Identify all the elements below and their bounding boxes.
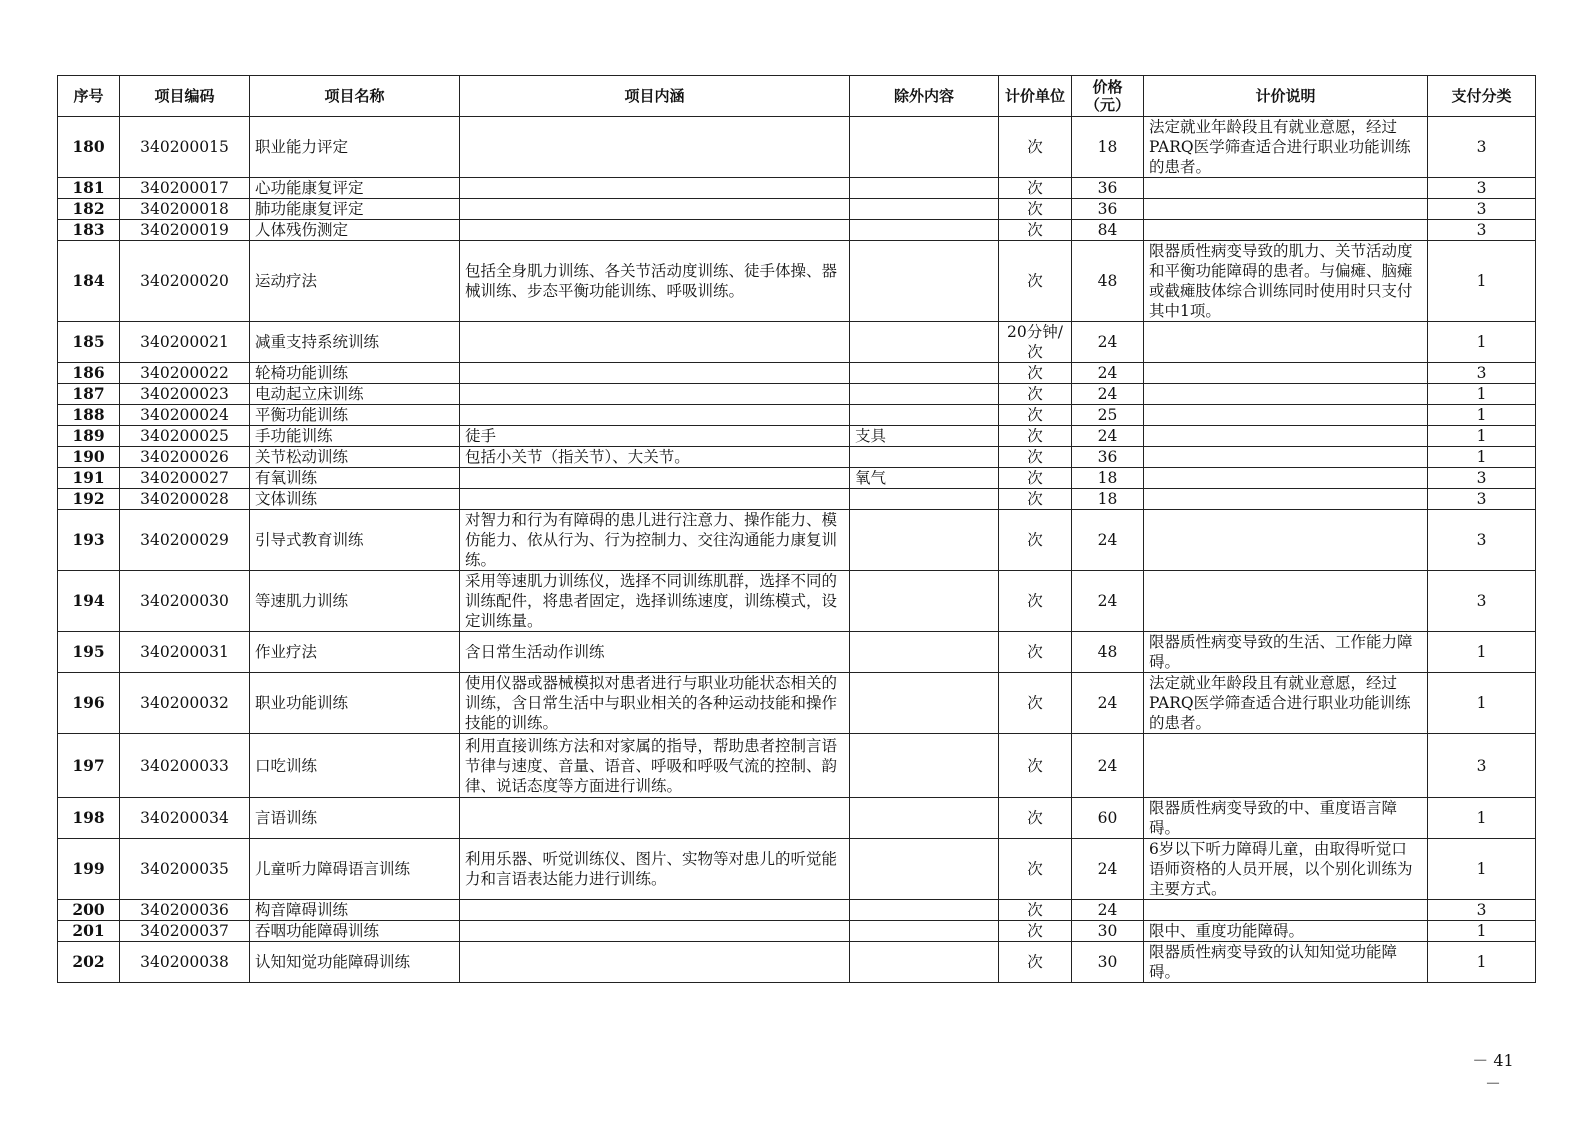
cell-content: 包括全身肌力训练、各关节活动度训练、徒手体操、器械训练、步态平衡功能训练、呼吸训练。 xyxy=(460,241,850,322)
cell-unit: 次 xyxy=(999,734,1072,798)
cell-category: 1 xyxy=(1428,405,1536,426)
cell-category: 3 xyxy=(1428,489,1536,510)
cell-seq: 183 xyxy=(58,220,120,241)
cell-name: 儿童听力障碍语言训练 xyxy=(250,839,460,900)
cell-description xyxy=(1144,489,1428,510)
header-price: 价格（元） xyxy=(1072,76,1144,117)
cell-exclusion xyxy=(850,178,999,199)
cell-exclusion xyxy=(850,921,999,942)
cell-description xyxy=(1144,571,1428,632)
cell-seq: 182 xyxy=(58,199,120,220)
cell-name: 肺功能康复评定 xyxy=(250,199,460,220)
cell-code: 340200035 xyxy=(120,839,250,900)
cell-description xyxy=(1144,900,1428,921)
cell-unit: 次 xyxy=(999,178,1072,199)
cell-content: 徒手 xyxy=(460,426,850,447)
cell-unit: 20分钟/次 xyxy=(999,322,1072,363)
cell-code: 340200027 xyxy=(120,468,250,489)
cell-unit: 次 xyxy=(999,510,1072,571)
cell-category: 3 xyxy=(1428,363,1536,384)
cell-code: 340200020 xyxy=(120,241,250,322)
cell-exclusion xyxy=(850,734,999,798)
cell-content xyxy=(460,489,850,510)
cell-description: 限器质性病变导致的肌力、关节活动度和平衡功能障碍的患者。与偏瘫、脑瘫或截瘫肢体综合训练同时使用时只支付其中1项。 xyxy=(1144,241,1428,322)
cell-price: 18 xyxy=(1072,468,1144,489)
cell-exclusion: 氧气 xyxy=(850,468,999,489)
cell-code: 340200036 xyxy=(120,900,250,921)
cell-description xyxy=(1144,199,1428,220)
cell-price: 24 xyxy=(1072,363,1144,384)
cell-price: 24 xyxy=(1072,426,1144,447)
cell-name: 轮椅功能训练 xyxy=(250,363,460,384)
cell-name: 心功能康复评定 xyxy=(250,178,460,199)
cell-content: 利用直接训练方法和对家属的指导，帮助患者控制言语节律与速度、音量、语音、呼吸和呼吸气流的控制、韵律、说话态度等方面进行训练。 xyxy=(460,734,850,798)
cell-seq: 201 xyxy=(58,921,120,942)
cell-unit: 次 xyxy=(999,489,1072,510)
cell-price: 48 xyxy=(1072,241,1144,322)
cell-code: 340200038 xyxy=(120,942,250,983)
cell-description xyxy=(1144,468,1428,489)
cell-unit: 次 xyxy=(999,220,1072,241)
cell-unit: 次 xyxy=(999,384,1072,405)
cell-category: 3 xyxy=(1428,734,1536,798)
table-row xyxy=(58,942,1536,983)
cell-unit: 次 xyxy=(999,942,1072,983)
cell-content: 使用仪器或器械模拟对患者进行与职业功能状态相关的训练，含日常生活中与职业相关的各种运动技能和操作技能的训练。 xyxy=(460,673,850,734)
cell-content xyxy=(460,798,850,839)
cell-content xyxy=(460,199,850,220)
cell-code: 340200033 xyxy=(120,734,250,798)
cell-seq: 192 xyxy=(58,489,120,510)
cell-code: 340200032 xyxy=(120,673,250,734)
table-row xyxy=(58,489,1536,510)
table-row xyxy=(58,426,1536,447)
cell-unit: 次 xyxy=(999,632,1072,673)
cell-description xyxy=(1144,178,1428,199)
cell-category: 1 xyxy=(1428,322,1536,363)
document-sheet xyxy=(57,75,1535,983)
cell-price: 24 xyxy=(1072,839,1144,900)
cell-name: 减重支持系统训练 xyxy=(250,322,460,363)
cell-price: 30 xyxy=(1072,942,1144,983)
cell-category: 1 xyxy=(1428,839,1536,900)
cell-exclusion xyxy=(850,117,999,178)
cell-name: 职业功能训练 xyxy=(250,673,460,734)
cell-exclusion xyxy=(850,489,999,510)
cell-price: 36 xyxy=(1072,447,1144,468)
cell-description xyxy=(1144,220,1428,241)
cell-description: 限器质性病变导致的生活、工作能力障碍。 xyxy=(1144,632,1428,673)
cell-name: 关节松动训练 xyxy=(250,447,460,468)
cell-content xyxy=(460,405,850,426)
cell-code: 340200018 xyxy=(120,199,250,220)
cell-exclusion xyxy=(850,322,999,363)
cell-name: 有氧训练 xyxy=(250,468,460,489)
cell-description: 法定就业年龄段且有就业意愿，经过PARQ医学筛查适合进行职业功能训练的患者。 xyxy=(1144,673,1428,734)
cell-price: 36 xyxy=(1072,178,1144,199)
cell-category: 3 xyxy=(1428,220,1536,241)
cell-unit: 次 xyxy=(999,921,1072,942)
cell-category: 1 xyxy=(1428,384,1536,405)
cell-price: 24 xyxy=(1072,384,1144,405)
cell-name: 认知知觉功能障碍训练 xyxy=(250,942,460,983)
table-row xyxy=(58,384,1536,405)
cell-category: 1 xyxy=(1428,241,1536,322)
table-row xyxy=(58,178,1536,199)
cell-code: 340200023 xyxy=(120,384,250,405)
cell-unit: 次 xyxy=(999,241,1072,322)
cell-category: 1 xyxy=(1428,632,1536,673)
header-description: 计价说明 xyxy=(1144,76,1428,117)
cell-unit: 次 xyxy=(999,199,1072,220)
cell-seq: 187 xyxy=(58,384,120,405)
cell-code: 340200015 xyxy=(120,117,250,178)
table-row xyxy=(58,220,1536,241)
cell-unit: 次 xyxy=(999,426,1072,447)
cell-description xyxy=(1144,447,1428,468)
cell-unit: 次 xyxy=(999,673,1072,734)
cell-name: 等速肌力训练 xyxy=(250,571,460,632)
cell-price: 24 xyxy=(1072,571,1144,632)
table-row xyxy=(58,921,1536,942)
cell-content xyxy=(460,468,850,489)
header-category: 支付分类 xyxy=(1428,76,1536,117)
page-number: － 41 － xyxy=(1472,1051,1514,1093)
table-body xyxy=(58,117,1536,983)
cell-category: 1 xyxy=(1428,798,1536,839)
cell-content xyxy=(460,900,850,921)
cell-content xyxy=(460,921,850,942)
cell-category: 3 xyxy=(1428,178,1536,199)
cell-exclusion xyxy=(850,241,999,322)
cell-name: 手功能训练 xyxy=(250,426,460,447)
medical-service-price-table xyxy=(57,75,1536,983)
cell-exclusion xyxy=(850,510,999,571)
cell-name: 构音障碍训练 xyxy=(250,900,460,921)
cell-description: 法定就业年龄段且有就业意愿，经过PARQ医学筛查适合进行职业功能训练的患者。 xyxy=(1144,117,1428,178)
cell-seq: 196 xyxy=(58,673,120,734)
cell-content: 含日常生活动作训练 xyxy=(460,632,850,673)
cell-unit: 次 xyxy=(999,571,1072,632)
table-row xyxy=(58,900,1536,921)
table-row xyxy=(58,447,1536,468)
cell-exclusion xyxy=(850,220,999,241)
cell-description: 限中、重度功能障碍。 xyxy=(1144,921,1428,942)
cell-content: 利用乐器、听觉训练仪、图片、实物等对患儿的听觉能力和言语表达能力进行训练。 xyxy=(460,839,850,900)
cell-seq: 195 xyxy=(58,632,120,673)
cell-category: 1 xyxy=(1428,921,1536,942)
cell-content: 包括小关节（指关节）、大关节。 xyxy=(460,447,850,468)
cell-seq: 181 xyxy=(58,178,120,199)
cell-price: 24 xyxy=(1072,900,1144,921)
cell-seq: 180 xyxy=(58,117,120,178)
cell-description xyxy=(1144,363,1428,384)
cell-category: 1 xyxy=(1428,447,1536,468)
cell-description xyxy=(1144,426,1428,447)
cell-content xyxy=(460,942,850,983)
table-row xyxy=(58,571,1536,632)
cell-description xyxy=(1144,510,1428,571)
header-content: 项目内涵 xyxy=(460,76,850,117)
cell-unit: 次 xyxy=(999,839,1072,900)
cell-content xyxy=(460,384,850,405)
cell-name: 职业能力评定 xyxy=(250,117,460,178)
cell-price: 24 xyxy=(1072,322,1144,363)
table-row xyxy=(58,363,1536,384)
cell-exclusion xyxy=(850,900,999,921)
cell-unit: 次 xyxy=(999,117,1072,178)
cell-seq: 194 xyxy=(58,571,120,632)
cell-name: 电动起立床训练 xyxy=(250,384,460,405)
table-row xyxy=(58,673,1536,734)
table-row xyxy=(58,468,1536,489)
cell-unit: 次 xyxy=(999,468,1072,489)
cell-code: 340200028 xyxy=(120,489,250,510)
cell-code: 340200022 xyxy=(120,363,250,384)
cell-seq: 185 xyxy=(58,322,120,363)
cell-name: 作业疗法 xyxy=(250,632,460,673)
cell-unit: 次 xyxy=(999,363,1072,384)
table-row xyxy=(58,510,1536,571)
table-row xyxy=(58,322,1536,363)
cell-content: 对智力和行为有障碍的患儿进行注意力、操作能力、模仿能力、依从行为、行为控制力、交往沟通能力康复训练。 xyxy=(460,510,850,571)
cell-seq: 184 xyxy=(58,241,120,322)
cell-unit: 次 xyxy=(999,447,1072,468)
header-exclusion: 除外内容 xyxy=(850,76,999,117)
cell-name: 人体残伤测定 xyxy=(250,220,460,241)
cell-price: 24 xyxy=(1072,673,1144,734)
cell-name: 文体训练 xyxy=(250,489,460,510)
cell-exclusion xyxy=(850,839,999,900)
cell-exclusion xyxy=(850,571,999,632)
cell-seq: 200 xyxy=(58,900,120,921)
cell-code: 340200025 xyxy=(120,426,250,447)
cell-code: 340200021 xyxy=(120,322,250,363)
cell-name: 平衡功能训练 xyxy=(250,405,460,426)
table-row xyxy=(58,117,1536,178)
cell-seq: 193 xyxy=(58,510,120,571)
cell-seq: 186 xyxy=(58,363,120,384)
cell-code: 340200030 xyxy=(120,571,250,632)
cell-content xyxy=(460,220,850,241)
cell-exclusion xyxy=(850,942,999,983)
cell-exclusion xyxy=(850,447,999,468)
table-header-row xyxy=(58,76,1536,117)
cell-code: 340200034 xyxy=(120,798,250,839)
cell-exclusion xyxy=(850,384,999,405)
cell-price: 60 xyxy=(1072,798,1144,839)
cell-unit: 次 xyxy=(999,798,1072,839)
cell-content: 采用等速肌力训练仪，选择不同训练肌群，选择不同的训练配件，将患者固定，选择训练速度，训练模式，设定训练量。 xyxy=(460,571,850,632)
cell-exclusion xyxy=(850,673,999,734)
header-seq: 序号 xyxy=(58,76,120,117)
cell-exclusion: 支具 xyxy=(850,426,999,447)
cell-name: 运动疗法 xyxy=(250,241,460,322)
header-unit: 计价单位 xyxy=(999,76,1072,117)
cell-unit: 次 xyxy=(999,900,1072,921)
cell-category: 1 xyxy=(1428,426,1536,447)
header-name: 项目名称 xyxy=(250,76,460,117)
cell-seq: 189 xyxy=(58,426,120,447)
cell-code: 340200024 xyxy=(120,405,250,426)
cell-seq: 188 xyxy=(58,405,120,426)
cell-category: 3 xyxy=(1428,571,1536,632)
cell-category: 3 xyxy=(1428,510,1536,571)
cell-price: 36 xyxy=(1072,199,1144,220)
cell-description: 限器质性病变导致的中、重度语言障碍。 xyxy=(1144,798,1428,839)
cell-exclusion xyxy=(850,798,999,839)
cell-content xyxy=(460,363,850,384)
cell-code: 340200031 xyxy=(120,632,250,673)
cell-price: 18 xyxy=(1072,489,1144,510)
cell-code: 340200017 xyxy=(120,178,250,199)
cell-price: 18 xyxy=(1072,117,1144,178)
cell-description xyxy=(1144,734,1428,798)
table-row xyxy=(58,405,1536,426)
table-row xyxy=(58,632,1536,673)
cell-exclusion xyxy=(850,199,999,220)
cell-price: 24 xyxy=(1072,734,1144,798)
cell-category: 3 xyxy=(1428,117,1536,178)
cell-seq: 199 xyxy=(58,839,120,900)
cell-description xyxy=(1144,405,1428,426)
cell-category: 3 xyxy=(1428,199,1536,220)
cell-description xyxy=(1144,384,1428,405)
cell-category: 1 xyxy=(1428,673,1536,734)
cell-price: 48 xyxy=(1072,632,1144,673)
cell-exclusion xyxy=(850,405,999,426)
cell-price: 84 xyxy=(1072,220,1144,241)
cell-price: 30 xyxy=(1072,921,1144,942)
cell-code: 340200037 xyxy=(120,921,250,942)
cell-price: 24 xyxy=(1072,510,1144,571)
header-code: 项目编码 xyxy=(120,76,250,117)
cell-category: 3 xyxy=(1428,900,1536,921)
cell-description xyxy=(1144,322,1428,363)
table-row xyxy=(58,241,1536,322)
cell-description: 限器质性病变导致的认知知觉功能障碍。 xyxy=(1144,942,1428,983)
cell-seq: 198 xyxy=(58,798,120,839)
cell-price: 25 xyxy=(1072,405,1144,426)
cell-category: 1 xyxy=(1428,942,1536,983)
cell-content xyxy=(460,178,850,199)
cell-content xyxy=(460,322,850,363)
cell-exclusion xyxy=(850,632,999,673)
table-row xyxy=(58,798,1536,839)
cell-seq: 190 xyxy=(58,447,120,468)
cell-seq: 197 xyxy=(58,734,120,798)
table-row xyxy=(58,734,1536,798)
cell-content xyxy=(460,117,850,178)
cell-code: 340200026 xyxy=(120,447,250,468)
cell-exclusion xyxy=(850,363,999,384)
table-row xyxy=(58,839,1536,900)
cell-seq: 202 xyxy=(58,942,120,983)
cell-name: 言语训练 xyxy=(250,798,460,839)
cell-description: 6岁以下听力障碍儿童，由取得听觉口语师资格的人员开展，以个别化训练为主要方式。 xyxy=(1144,839,1428,900)
table-row xyxy=(58,199,1536,220)
cell-seq: 191 xyxy=(58,468,120,489)
cell-code: 340200019 xyxy=(120,220,250,241)
cell-unit: 次 xyxy=(999,405,1072,426)
cell-category: 3 xyxy=(1428,468,1536,489)
cell-name: 口吃训练 xyxy=(250,734,460,798)
cell-code: 340200029 xyxy=(120,510,250,571)
cell-name: 吞咽功能障碍训练 xyxy=(250,921,460,942)
cell-name: 引导式教育训练 xyxy=(250,510,460,571)
